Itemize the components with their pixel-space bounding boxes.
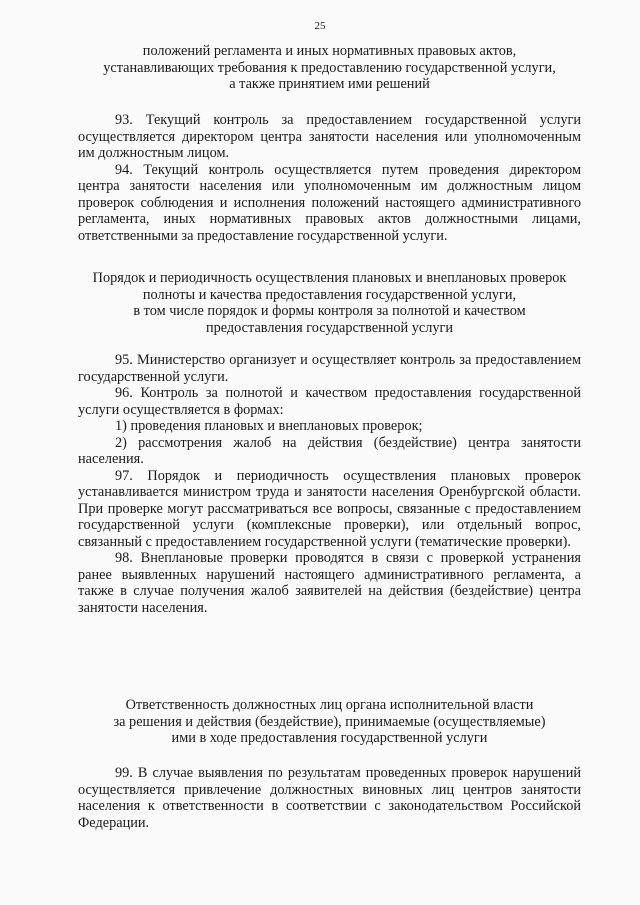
paragraph-98: 98. Внеплановые проверки проводятся в связи с проверкой устранения ранее выявленных нарушений настоящего административного регламента, а также в случае получения жалоб заявителей на действия (бездействие) центра занятости населения. [78,550,581,616]
paragraphs-93-94 [78,112,581,244]
heading-line: предоставления государственной услуги [205,319,454,336]
heading-line: ими в ходе предоставления государственной услуги [171,730,488,746]
section-heading-control-responsibility [78,43,581,93]
heading-line: Ответственность должностных лиц органа исполнительной власти [125,697,534,713]
paragraph-97: 97. Порядок и периодичность осуществления плановых проверок устанавливается министром труда и занятости населения Оренбургской области. При проверке могут рассматриваться все вопросы, связанные с предоставлением государственной услуги (комплексные проверки), или отдельный вопрос, связанный с предоставлением государственной услуги (тематические проверки). [78,467,581,550]
heading-line: за решения и действия (бездействие), принимаемые (осуществляемые) [113,713,546,730]
heading-line: Порядок и периодичность осуществления плановых и внеплановых проверок [92,270,567,286]
heading-line: полноты и качества предоставления государственной услуги, [142,286,517,303]
section-heading-liability [78,697,581,747]
paragraph-94: 94. Текущий контроль осуществляется путем проведения директором центра занятости населения или уполномоченным им должностным лицом проверок соблюдения и исполнения положений настоящего административного регламента, иных нормативных правовых актов должностными лицами, ответственными за предоставление государственной услуги. [78,161,581,244]
paragraph-93: 93. Текущий контроль за предоставлением государственной услуги осуществляется директором центра занятости населения или уполномоченным им должностным лицом. [78,112,581,161]
section-heading-inspections [78,270,581,336]
heading-line: в том числе порядок и формы контроля за полнотой и качеством [133,303,526,319]
heading-line: устанавливающих требования к предоставлению государственной услуги, [103,59,556,76]
paragraph-99-block [78,765,581,831]
heading-line: положений регламента и иных нормативных правовых актов, [142,43,517,59]
list-item: 1) проведения плановых и внеплановых проверок; [115,418,423,434]
paragraphs-95-98 [78,352,581,616]
paragraph-95: 95. Министерство организует и осуществляет контроль за предоставлением государственной услуги. [78,352,581,385]
heading-line: а также принятием ими решений [229,76,430,92]
paragraph-99: 99. В случае выявления по результатам проведенных проверок нарушений осуществляется привлечение должностных виновных лиц центров занятости населения к ответственности в соответствии с законодательством Российской Федерации. [78,765,581,831]
paragraph-96: 96. Контроль за полнотой и качеством предоставления государственной услуги осуществляется в формах: [78,385,581,418]
list-item: 2) рассмотрения жалоб на действия (бездействие) центра занятости населения. [78,434,581,467]
page-number: 25 [314,20,326,32]
